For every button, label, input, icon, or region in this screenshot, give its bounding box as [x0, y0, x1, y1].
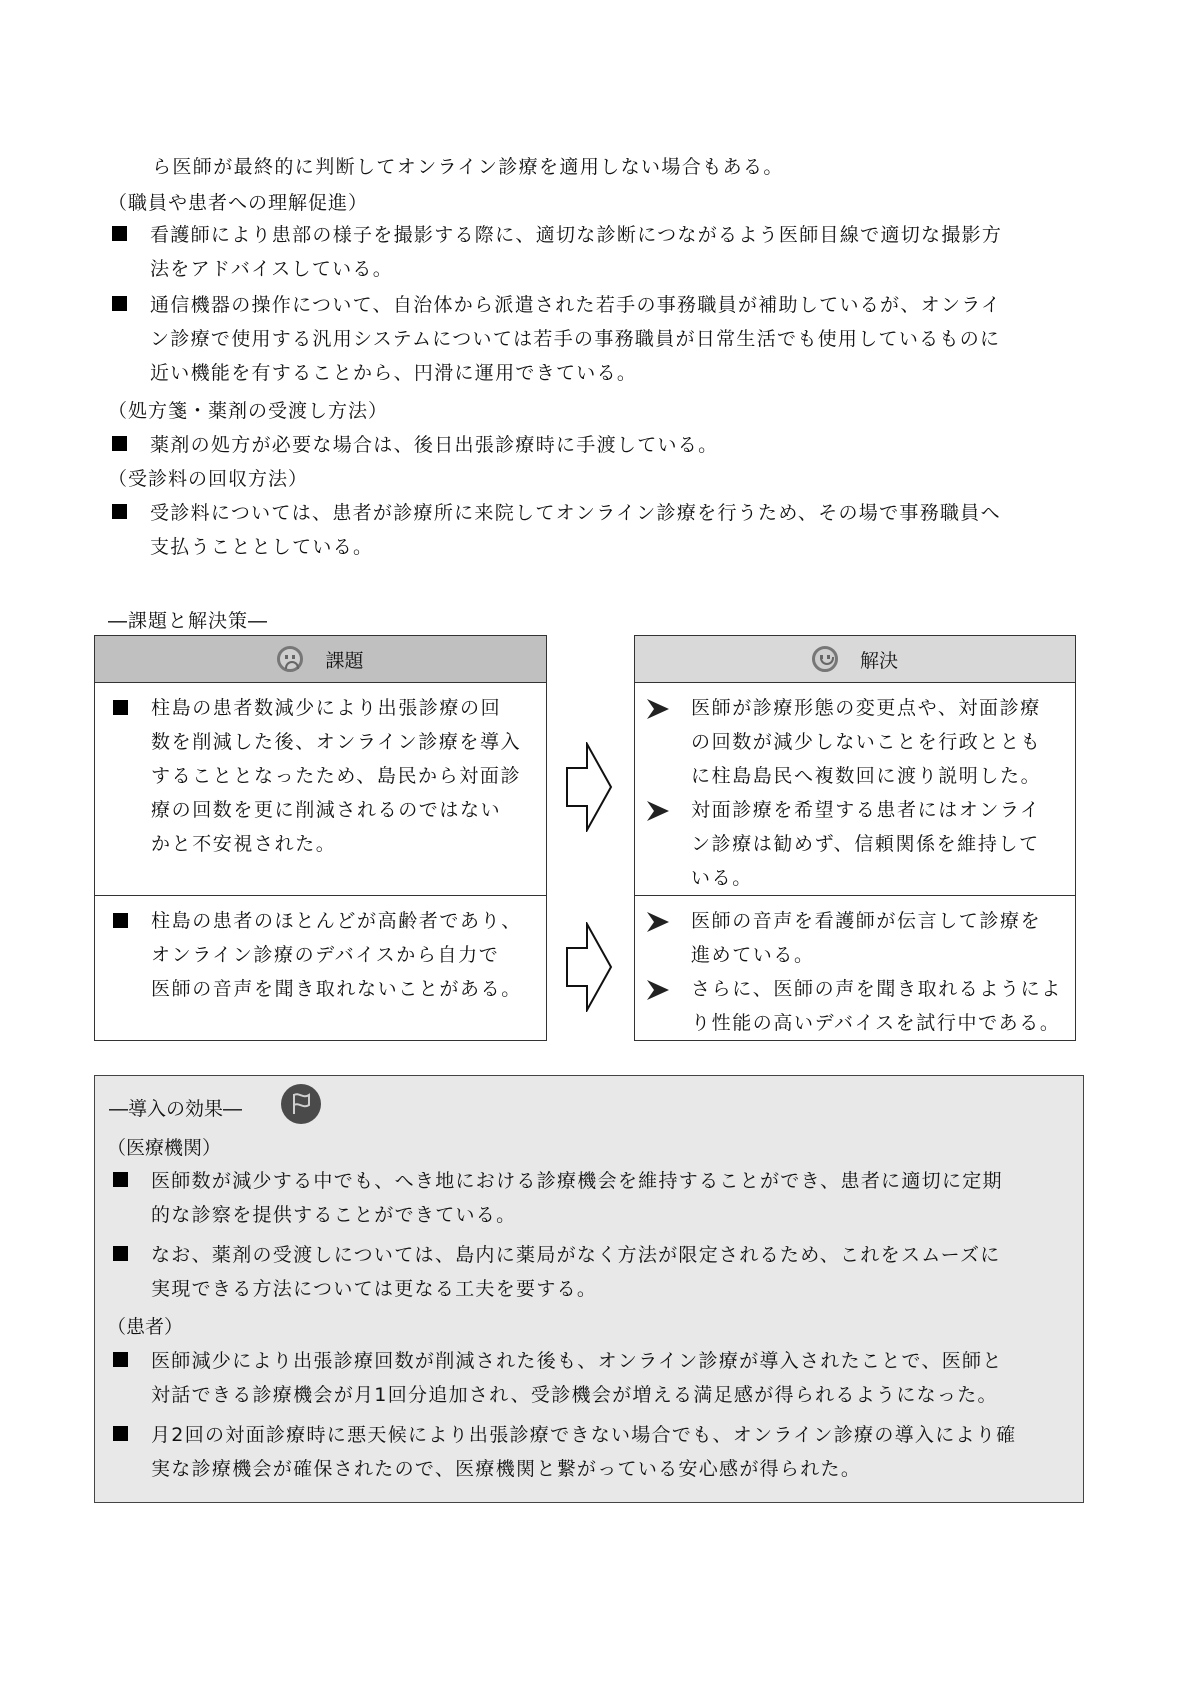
bullet-item	[111, 1344, 1071, 1412]
smiley-face-icon	[812, 646, 838, 672]
solution-line: の回数が減少しないことを行政ととも	[691, 731, 1042, 753]
bullet-item	[111, 1238, 1071, 1306]
solution-cell	[635, 895, 1075, 1040]
square-bullet-icon	[112, 504, 127, 519]
issues-box	[94, 635, 547, 1041]
solutions-header-label: 解決	[859, 649, 898, 672]
square-bullet-icon	[113, 1246, 128, 1261]
bullet-line: 看護師により患部の様子を撮影する際に、適切な診断につながるよう医師目線で適切な撮影方	[150, 224, 1003, 246]
bullet-line: 的な診察を提供することができている。	[151, 1204, 517, 1226]
arrowhead-bullet-icon	[645, 978, 671, 1002]
square-bullet-icon	[112, 436, 127, 451]
bullet-item	[110, 288, 1076, 390]
solutions-header	[635, 636, 1075, 683]
issue-cell	[95, 683, 546, 895]
square-bullet-icon	[113, 700, 128, 715]
square-bullet-icon	[113, 913, 128, 928]
solution-line: いる。	[691, 867, 753, 889]
bullet-line: 受診料については、患者が診療所に来院してオンライン診療を行うため、その場で事務職員へ	[150, 502, 1001, 524]
solution-line: ン診療は勧めず、信頼関係を維持して	[691, 833, 1040, 855]
effects-heading-patients: （患者）	[107, 1316, 184, 1338]
bullet-line: 近い機能を有することから、円滑に運用できている。	[150, 362, 638, 384]
square-bullet-icon	[112, 296, 127, 311]
bullet-line: 実な診療機会が確保されたので、医療機関と繋がっている安心感が得られた。	[151, 1458, 862, 1480]
bullet-line: 法をアドバイスしている。	[150, 258, 394, 280]
bullet-line: 医師減少により出張診療回数が削減された後も、オンライン診療が導入されたことで、医師と	[151, 1350, 1003, 1372]
solutions-box	[634, 635, 1076, 1041]
issue-line: 療の回数を更に削減されるのではない	[151, 799, 502, 821]
sad-face-icon	[277, 646, 303, 672]
issue-line: 数を削減した後、オンライン診療を導入	[151, 731, 522, 753]
effects-box	[94, 1075, 1084, 1503]
issues-solutions-title: ―課題と解決策―	[108, 610, 269, 632]
arrowhead-bullet-icon	[645, 697, 671, 721]
bullet-line: 薬剤の処方が必要な場合は、後日出張診療時に手渡している。	[150, 434, 719, 456]
bullet-item	[111, 1418, 1071, 1486]
square-bullet-icon	[113, 1352, 128, 1367]
bullet-line: なお、薬剤の受渡しについては、島内に薬局がなく方法が限定されるため、これをスムーズに	[151, 1244, 1001, 1266]
effects-heading-institution: （医療機関）	[107, 1137, 222, 1159]
issue-line: オンライン診療のデバイスから自力で	[151, 944, 500, 966]
issues-header	[95, 636, 546, 683]
solution-line: 対面診療を希望する患者にはオンライ	[691, 799, 1041, 821]
bullet-line: 通信機器の操作について、自治体から派遣された若手の事務職員が補助しているが、オンライ	[150, 294, 1002, 316]
square-bullet-icon	[112, 226, 127, 241]
issue-line: 柱島の患者数減少により出張診療の回	[151, 697, 502, 719]
right-arrow-icon	[565, 742, 615, 832]
continued-paragraph: ら医師が最終的に判断してオンライン診療を適用しない場合もある。	[152, 156, 784, 178]
arrowhead-bullet-icon	[645, 799, 671, 823]
flag-icon	[281, 1084, 321, 1124]
bullet-line: 月2回の対面診療時に悪天候により出張診療できない場合でも、オンライン診療の導入により確	[151, 1424, 1017, 1446]
solution-cell	[635, 683, 1075, 895]
bullet-item	[110, 428, 1076, 462]
solution-line: に柱島島民へ複数回に渡り説明した。	[691, 765, 1042, 787]
solution-line: 医師の音声を看護師が伝言して診療を	[691, 910, 1042, 932]
solution-line: り性能の高いデバイスを試行中である。	[691, 1012, 1061, 1034]
square-bullet-icon	[113, 1172, 128, 1187]
issue-line: 医師の音声を聞き取れないことがある。	[151, 978, 522, 1000]
issues-header-label: 課題	[325, 649, 364, 672]
right-arrow-icon	[565, 922, 615, 1012]
bullet-line: 対話できる診療機会が月1回分追加され、受診機会が増える満足感が得られるようになった。	[151, 1384, 998, 1406]
section-heading-prescription: （処方箋・薬剤の受渡し方法）	[108, 400, 389, 422]
bullet-item	[111, 1164, 1071, 1232]
solution-line: 医師が診療形態の変更点や、対面診療	[691, 697, 1041, 719]
bullet-line: 医師数が減少する中でも、へき地における診療機会を維持することができ、患者に適切に定期	[151, 1170, 1003, 1192]
issue-line: することとなったため、島民から対面診	[151, 765, 522, 787]
effects-title: ―導入の効果―	[109, 1098, 243, 1120]
solution-line: さらに、医師の声を聞き取れるようによ	[691, 978, 1062, 1000]
section-heading-staff-understanding: （職員や患者への理解促進）	[108, 192, 369, 214]
bullet-line: 実現できる方法については更なる工夫を要する。	[151, 1278, 598, 1300]
issue-line: かと不安視された。	[151, 833, 337, 855]
issue-cell	[95, 895, 546, 1040]
arrowhead-bullet-icon	[645, 910, 671, 934]
bullet-item	[110, 496, 1076, 564]
square-bullet-icon	[113, 1426, 128, 1441]
section-heading-fee-collection: （受診料の回収方法）	[108, 468, 309, 490]
bullet-line: 支払うこととしている。	[150, 536, 374, 558]
issue-line: 柱島の患者のほとんどが高齢者であり、	[151, 910, 522, 932]
bullet-line: ン診療で使用する汎用システムについては若手の事務職員が日常生活でも使用しているものに	[150, 328, 1001, 350]
solution-line: 進めている。	[691, 944, 815, 966]
bullet-item	[110, 218, 1076, 286]
